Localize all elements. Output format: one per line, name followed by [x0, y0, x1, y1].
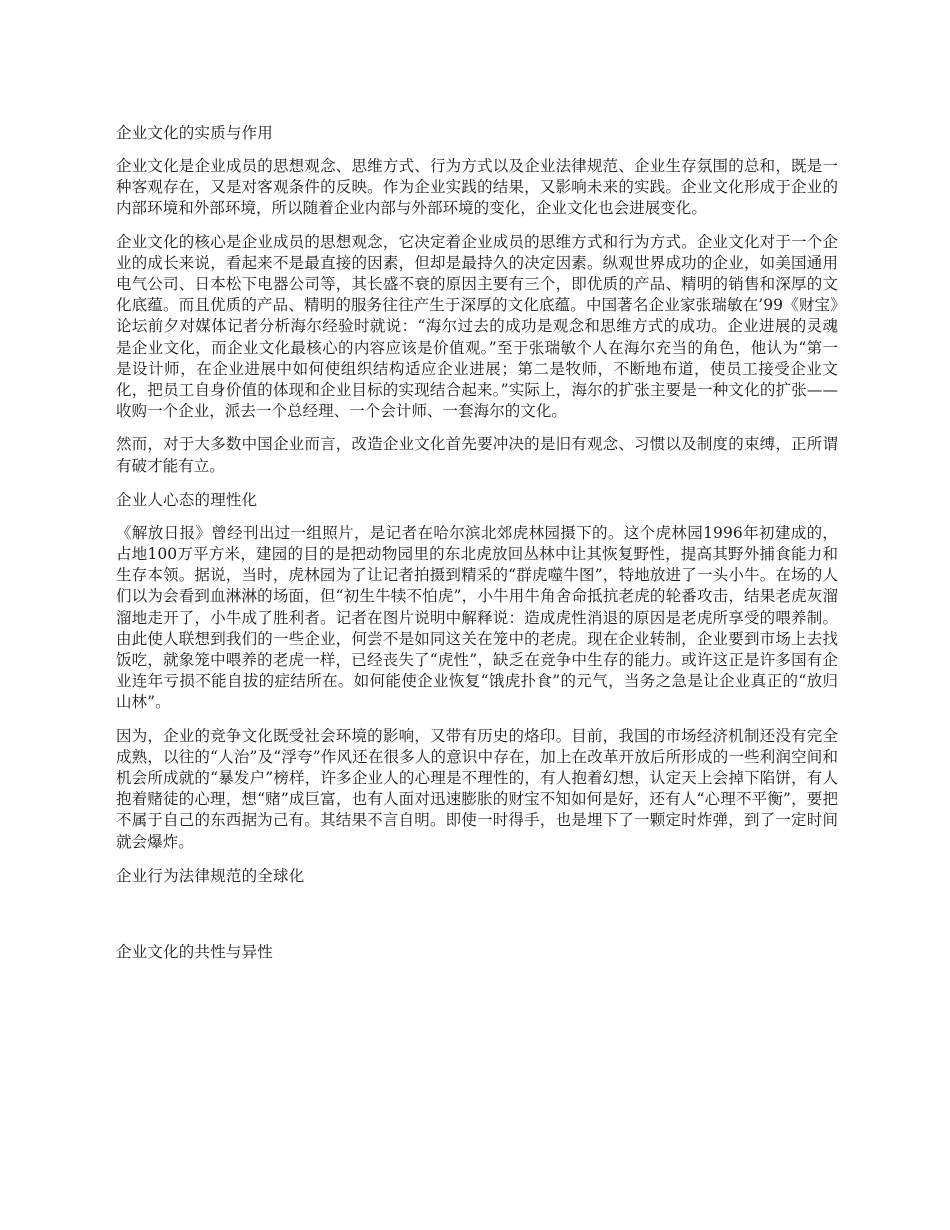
- section-heading-legal-globalization: 企业行为法律规范的全球化: [116, 866, 305, 885]
- paragraph-competition-culture: 因为，企业的竞争文化既受社会环境的影响，又带有历史的烙印。目前，我国的市场经济机制还没有完全成熟，以往的“人治”及“浮夸”作风还在很多人的意识中存在，加上在改革开放后所形成的一些利润空间和机会所成就的“暴发户”榜样，许多企业人的心理是不理性的，有人抱着幻想，认定天上会掉下陷饼，有人抱着赌徒的心理，想“赌”成巨富，也有人面对迅速膨胀的财宝不知如何是好，还有人“心理不平衡”，要把不属于自己的东西据为己有。其结果不言自明。即使一时得手，也是埋下了一颗定时炸弹，到了一定时间就会爆炸。: [116, 726, 838, 851]
- paragraph-tiger-story: 《解放日报》曾经刊出过一组照片，是记者在哈尔滨北郊虎林园摄下的。这个虎林园1996年初建成的，占地100万平方米，建园的目的是把动物园里的东北虎放回丛林中让其恢复野性，提高其野外捕食能力和生存本领。据说，当时，虎林园为了让记者拍摄到精采的“群虎噬牛图”，特地放进了一头小牛。在场的人们以为会看到血淋淋的场面，但“初生牛犊不怕虎”，小牛用牛角舍命抵抗老虎的轮番攻击，结果老虎灰溜溜地走开了，小牛成了胜利者。记者在图片说明中解释说：造成虎性消退的原因是老虎所享受的喂养制。由此使人联想到我们的一些企业，何尝不是如同这关在笼中的老虎。现在企业转制，企业要到市场上去找饭吃，就象笼中喂养的老虎一样，已经丧失了“虎性”，缺乏在竞争中生存的能力。或许这正是许多国有企业连年亏损不能自拔的症结所在。如何能使企业恢复“饿虎扑食”的元气，当务之急是让企业真正的“放归山林”。: [116, 523, 838, 712]
- blank-space: [116, 899, 838, 941]
- document-page: [116, 122, 838, 975]
- section-heading-essence: 企业文化的实质与作用: [116, 124, 274, 142]
- paragraph-break-old: 然而，对于大多数中国企业而言，改造企业文化首先要冲决的是旧有观念、习惯以及制度的束缚，正所谓有破才能有立。: [116, 435, 838, 475]
- section-heading-commonality: 企业文化的共性与异性: [116, 942, 274, 961]
- paragraph-core-values: 企业文化的核心是企业成员的思想观念，它决定着企业成员的思维方式和行为方式。企业文化对于一个企业的成长来说，看起来不是最直接的因素，但却是最持久的决定因素。纵观世界成功的企业，如美国通用电气公司、日本松下电器公司等，其长盛不衰的原因主要有三个，即优质的产品、精明的销售和深厚的文化底蕴。而且优质的产品、精明的服务往往产生于深厚的文化底蕴。中国著名企业家张瑞敏在’99《财宝》论坛前夕对媒体记者分析海尔经验时就说：“海尔过去的成功是观念和思维方式的成功。企业进展的灵魂是企业文化，而企业文化最核心的内容应该是价值观。”至于张瑞敏个人在海尔充当的角色，他认为“第一是设计师，在企业进展中如何使组织结构适应企业进展；第二是牧师，不断地布道，使员工接受企业文化，把员工自身价值的体现和企业目标的实现结合起来。”实际上，海尔的扩张主要是一种文化的扩张——收购一个企业，派去一个总经理、一个会计师、一套海尔的文化。: [116, 232, 838, 421]
- paragraph-definition: 企业文化是企业成员的思想观念、思维方式、行为方式以及企业法律规范、企业生存氛围的总和，既是一种客观存在，又是对客观条件的反映。作为企业实践的结果，又影响未来的实践。企业文化形成于企业的内部环境和外部环境，所以随着企业内部与外部环境的变化，企业文化也会进展变化。: [116, 157, 838, 218]
- section-heading-rational-mindset: 企业人心态的理性化: [116, 490, 258, 509]
